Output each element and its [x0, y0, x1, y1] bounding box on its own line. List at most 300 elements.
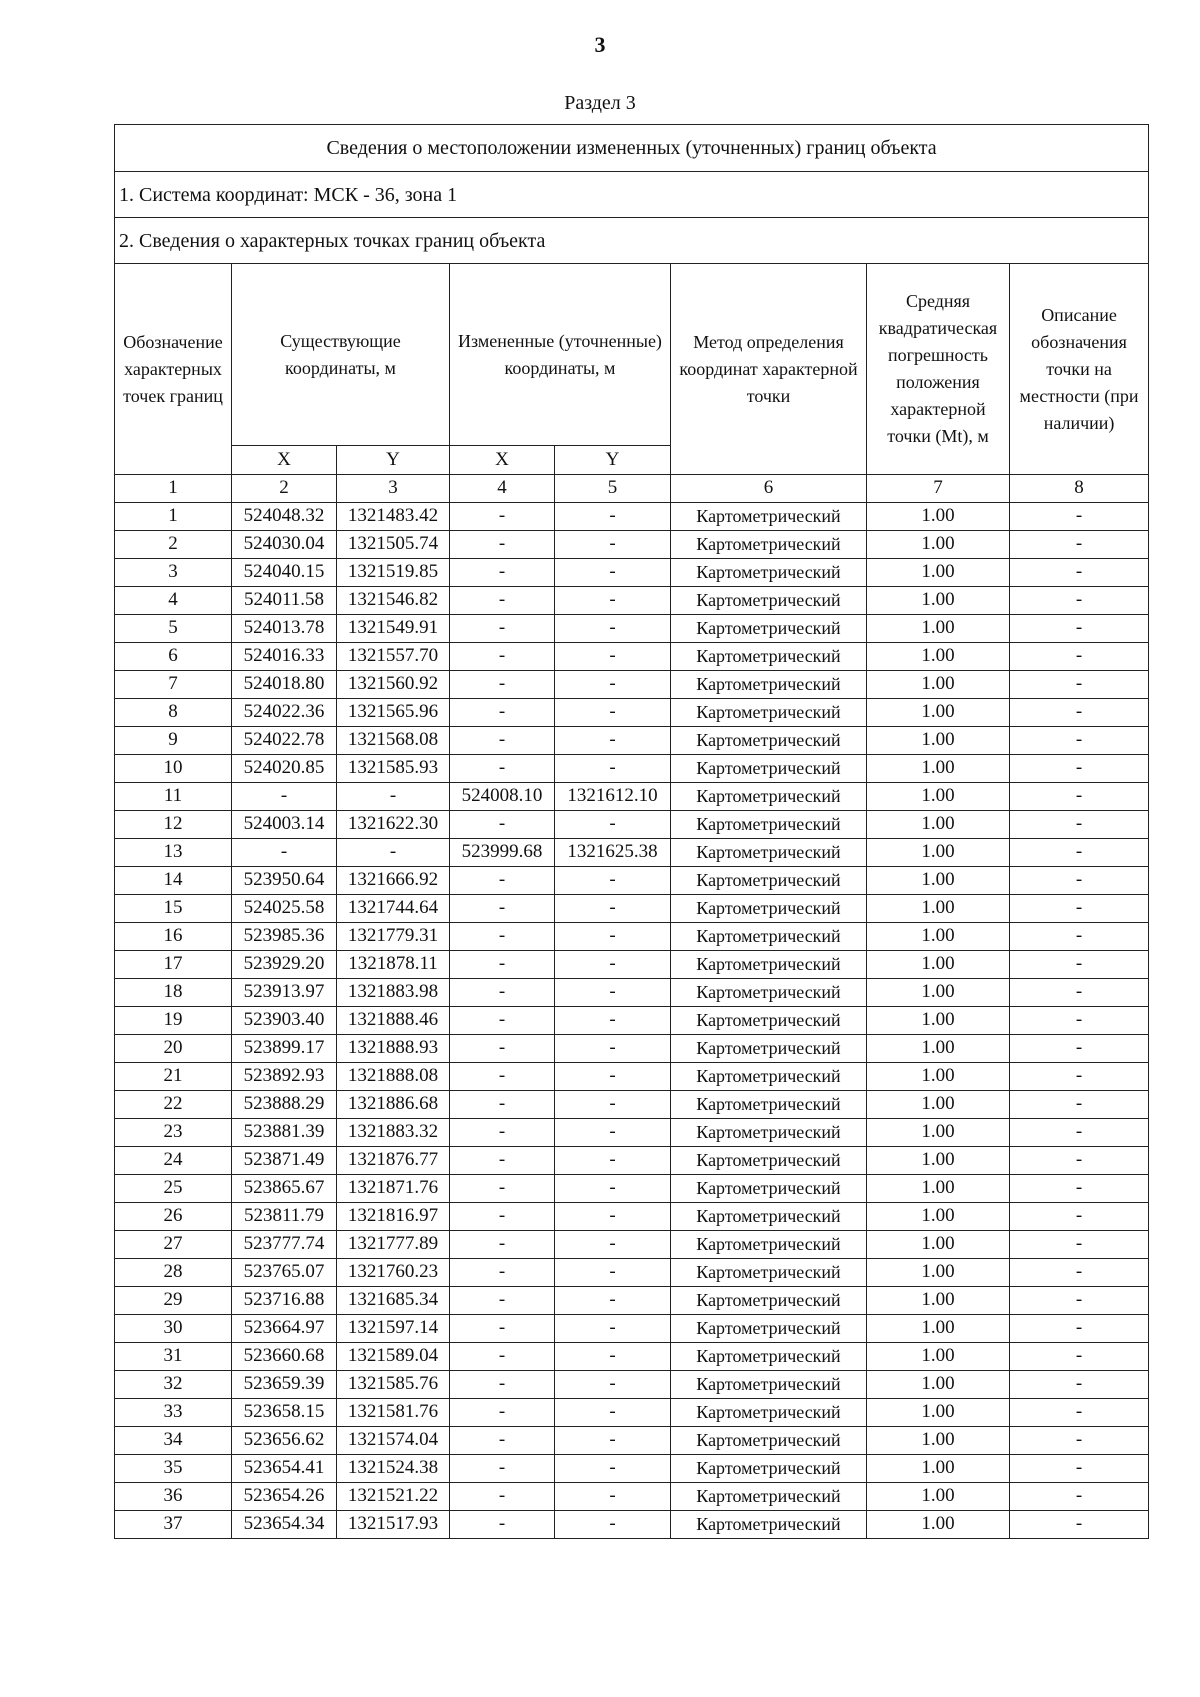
accuracy-cell: 1.00	[867, 923, 1010, 951]
method-cell: Картометрический	[671, 783, 867, 811]
description-cell: -	[1010, 1483, 1149, 1511]
existing-x-cell: 523716.88	[232, 1287, 337, 1315]
accuracy-cell: 1.00	[867, 1483, 1010, 1511]
table-row	[115, 531, 1149, 559]
existing-y-cell: 1321517.93	[337, 1511, 450, 1539]
existing-y-cell: 1321574.04	[337, 1427, 450, 1455]
table-row	[115, 1427, 1149, 1455]
method-cell: Картометрический	[671, 1035, 867, 1063]
existing-y-cell: 1321622.30	[337, 811, 450, 839]
method-cell: Картометрический	[671, 1343, 867, 1371]
existing-y-cell: 1321585.76	[337, 1371, 450, 1399]
existing-x-cell: 523950.64	[232, 867, 337, 895]
table-title: Сведения о местоположении измененных (уточненных) границ объекта	[115, 125, 1149, 172]
table-row	[115, 559, 1149, 587]
existing-y-cell: 1321878.11	[337, 951, 450, 979]
table-row	[115, 755, 1149, 783]
col-header-accuracy: Средняя квадратическая погрешность положения характерной точки (Mt), м	[867, 264, 1010, 475]
section-title: Раздел 3	[564, 92, 636, 114]
changed-x-cell: -	[450, 671, 555, 699]
changed-x-cell: -	[450, 811, 555, 839]
changed-y-cell: -	[555, 1483, 671, 1511]
changed-x-cell: -	[450, 895, 555, 923]
changed-y-cell: 1321625.38	[555, 839, 671, 867]
existing-y-cell: 1321685.34	[337, 1287, 450, 1315]
changed-y-cell: -	[555, 1231, 671, 1259]
changed-x-cell: -	[450, 1371, 555, 1399]
existing-x-cell: 524011.58	[232, 587, 337, 615]
method-cell: Картометрический	[671, 1399, 867, 1427]
method-cell: Картометрический	[671, 1119, 867, 1147]
accuracy-cell: 1.00	[867, 503, 1010, 531]
existing-y-cell: 1321744.64	[337, 895, 450, 923]
changed-y-cell: -	[555, 1203, 671, 1231]
existing-x-cell: 524013.78	[232, 615, 337, 643]
point-number-cell: 19	[115, 1007, 232, 1035]
existing-y-cell: 1321519.85	[337, 559, 450, 587]
accuracy-cell: 1.00	[867, 1175, 1010, 1203]
method-cell: Картометрический	[671, 979, 867, 1007]
boundary-points-table	[114, 124, 1149, 1539]
table-row	[115, 951, 1149, 979]
changed-y-cell: -	[555, 615, 671, 643]
existing-x-cell: 523656.62	[232, 1427, 337, 1455]
existing-y-cell: 1321760.23	[337, 1259, 450, 1287]
description-cell: -	[1010, 867, 1149, 895]
table-row	[115, 1315, 1149, 1343]
changed-x-cell: -	[450, 587, 555, 615]
method-cell: Картометрический	[671, 699, 867, 727]
accuracy-cell: 1.00	[867, 867, 1010, 895]
existing-x-cell: -	[232, 839, 337, 867]
table-row	[115, 1119, 1149, 1147]
point-number-cell: 8	[115, 699, 232, 727]
point-number-cell: 5	[115, 615, 232, 643]
method-cell: Картометрический	[671, 503, 867, 531]
existing-y-cell: 1321883.32	[337, 1119, 450, 1147]
coordinate-system: 1. Система координат: МСК - 36, зона 1	[115, 172, 1149, 218]
accuracy-cell: 1.00	[867, 1203, 1010, 1231]
description-cell: -	[1010, 1119, 1149, 1147]
accuracy-cell: 1.00	[867, 1315, 1010, 1343]
existing-y-cell: 1321585.93	[337, 755, 450, 783]
changed-x-cell: -	[450, 699, 555, 727]
accuracy-cell: 1.00	[867, 811, 1010, 839]
col-header-changed-x: X	[450, 446, 555, 475]
description-cell: -	[1010, 1511, 1149, 1539]
changed-x-cell: -	[450, 1091, 555, 1119]
description-cell: -	[1010, 727, 1149, 755]
existing-x-cell: 523664.97	[232, 1315, 337, 1343]
existing-x-cell: 524022.78	[232, 727, 337, 755]
description-cell: -	[1010, 587, 1149, 615]
changed-x-cell: -	[450, 503, 555, 531]
existing-x-cell: -	[232, 783, 337, 811]
description-cell: -	[1010, 1343, 1149, 1371]
table-row	[115, 587, 1149, 615]
accuracy-cell: 1.00	[867, 1063, 1010, 1091]
accuracy-cell: 1.00	[867, 1455, 1010, 1483]
point-number-cell: 18	[115, 979, 232, 1007]
description-cell: -	[1010, 1091, 1149, 1119]
points-section-header: 2. Сведения о характерных точках границ объекта	[115, 218, 1149, 264]
table-row	[115, 811, 1149, 839]
point-number-cell: 23	[115, 1119, 232, 1147]
changed-x-cell: -	[450, 1511, 555, 1539]
changed-x-cell: -	[450, 531, 555, 559]
description-cell: -	[1010, 699, 1149, 727]
method-cell: Картометрический	[671, 951, 867, 979]
description-cell: -	[1010, 671, 1149, 699]
method-cell: Картометрический	[671, 1147, 867, 1175]
description-cell: -	[1010, 951, 1149, 979]
description-cell: -	[1010, 755, 1149, 783]
point-number-cell: 35	[115, 1455, 232, 1483]
table-row	[115, 643, 1149, 671]
point-number-cell: 14	[115, 867, 232, 895]
changed-x-cell: -	[450, 727, 555, 755]
method-cell: Картометрический	[671, 895, 867, 923]
changed-y-cell: -	[555, 1035, 671, 1063]
method-cell: Картометрический	[671, 587, 867, 615]
description-cell: -	[1010, 1371, 1149, 1399]
existing-y-cell: 1321546.82	[337, 587, 450, 615]
changed-y-cell: -	[555, 503, 671, 531]
method-cell: Картометрический	[671, 1427, 867, 1455]
point-number-cell: 26	[115, 1203, 232, 1231]
table-row	[115, 1007, 1149, 1035]
existing-y-cell: 1321888.46	[337, 1007, 450, 1035]
changed-y-cell: -	[555, 923, 671, 951]
method-cell: Картометрический	[671, 1203, 867, 1231]
existing-y-cell: 1321883.98	[337, 979, 450, 1007]
column-number: 5	[555, 475, 671, 503]
method-cell: Картометрический	[671, 1091, 867, 1119]
page-number: 3	[594, 32, 606, 57]
existing-y-cell: 1321581.76	[337, 1399, 450, 1427]
point-number-cell: 10	[115, 755, 232, 783]
col-header-existing: Существующие координаты, м	[232, 264, 450, 446]
method-cell: Картометрический	[671, 1259, 867, 1287]
existing-y-cell: -	[337, 839, 450, 867]
point-number-cell: 3	[115, 559, 232, 587]
table-row	[115, 727, 1149, 755]
accuracy-cell: 1.00	[867, 1119, 1010, 1147]
changed-y-cell: -	[555, 951, 671, 979]
point-number-cell: 11	[115, 783, 232, 811]
changed-x-cell: -	[450, 867, 555, 895]
table-row	[115, 615, 1149, 643]
changed-x-cell: -	[450, 1119, 555, 1147]
point-number-cell: 24	[115, 1147, 232, 1175]
point-number-cell: 20	[115, 1035, 232, 1063]
table-row	[115, 783, 1149, 811]
method-cell: Картометрический	[671, 1483, 867, 1511]
accuracy-cell: 1.00	[867, 1035, 1010, 1063]
point-number-cell: 28	[115, 1259, 232, 1287]
changed-x-cell: -	[450, 951, 555, 979]
table-row	[115, 1231, 1149, 1259]
method-cell: Картометрический	[671, 531, 867, 559]
changed-y-cell: -	[555, 979, 671, 1007]
description-cell: -	[1010, 1147, 1149, 1175]
changed-y-cell: -	[555, 1455, 671, 1483]
existing-x-cell: 523899.17	[232, 1035, 337, 1063]
table-row	[115, 1343, 1149, 1371]
point-number-cell: 27	[115, 1231, 232, 1259]
existing-x-cell: 523660.68	[232, 1343, 337, 1371]
changed-x-cell: -	[450, 1455, 555, 1483]
method-cell: Картометрический	[671, 1315, 867, 1343]
column-number: 7	[867, 475, 1010, 503]
description-cell: -	[1010, 811, 1149, 839]
accuracy-cell: 1.00	[867, 1399, 1010, 1427]
method-cell: Картометрический	[671, 671, 867, 699]
table-row	[115, 1371, 1149, 1399]
description-cell: -	[1010, 531, 1149, 559]
description-cell: -	[1010, 1203, 1149, 1231]
column-number: 2	[232, 475, 337, 503]
accuracy-cell: 1.00	[867, 1091, 1010, 1119]
changed-y-cell: -	[555, 755, 671, 783]
changed-x-cell: -	[450, 1483, 555, 1511]
col-header-changed-y: Y	[555, 446, 671, 475]
accuracy-cell: 1.00	[867, 1259, 1010, 1287]
changed-x-cell: 524008.10	[450, 783, 555, 811]
method-cell: Картометрический	[671, 1175, 867, 1203]
method-cell: Картометрический	[671, 1287, 867, 1315]
table-row	[115, 503, 1149, 531]
description-cell: -	[1010, 1063, 1149, 1091]
accuracy-cell: 1.00	[867, 1147, 1010, 1175]
changed-y-cell: -	[555, 727, 671, 755]
changed-x-cell: -	[450, 1147, 555, 1175]
description-cell: -	[1010, 1287, 1149, 1315]
point-number-cell: 30	[115, 1315, 232, 1343]
existing-x-cell: 523659.39	[232, 1371, 337, 1399]
existing-y-cell: 1321777.89	[337, 1231, 450, 1259]
table-row	[115, 1063, 1149, 1091]
point-number-cell: 32	[115, 1371, 232, 1399]
column-numbers-row	[115, 475, 1149, 503]
point-number-cell: 34	[115, 1427, 232, 1455]
changed-x-cell: -	[450, 1231, 555, 1259]
existing-x-cell: 523892.93	[232, 1063, 337, 1091]
existing-y-cell: 1321888.93	[337, 1035, 450, 1063]
existing-y-cell: 1321876.77	[337, 1147, 450, 1175]
col-header-method: Метод определения координат характерной точки	[671, 264, 867, 475]
table-row	[115, 867, 1149, 895]
table-row	[115, 1175, 1149, 1203]
existing-x-cell: 523811.79	[232, 1203, 337, 1231]
changed-x-cell: -	[450, 559, 555, 587]
changed-x-cell: -	[450, 755, 555, 783]
existing-y-cell: 1321521.22	[337, 1483, 450, 1511]
point-number-cell: 17	[115, 951, 232, 979]
column-number: 4	[450, 475, 555, 503]
existing-y-cell: 1321597.14	[337, 1315, 450, 1343]
existing-x-cell: 523913.97	[232, 979, 337, 1007]
changed-y-cell: -	[555, 895, 671, 923]
existing-y-cell: 1321565.96	[337, 699, 450, 727]
existing-y-cell: 1321888.08	[337, 1063, 450, 1091]
changed-y-cell: -	[555, 811, 671, 839]
existing-x-cell: 524025.58	[232, 895, 337, 923]
table-row	[115, 839, 1149, 867]
description-cell: -	[1010, 1035, 1149, 1063]
existing-y-cell: 1321871.76	[337, 1175, 450, 1203]
changed-y-cell: -	[555, 1091, 671, 1119]
description-cell: -	[1010, 1259, 1149, 1287]
description-cell: -	[1010, 1231, 1149, 1259]
existing-y-cell: 1321589.04	[337, 1343, 450, 1371]
existing-x-cell: 524030.04	[232, 531, 337, 559]
existing-x-cell: 524048.32	[232, 503, 337, 531]
point-number-cell: 29	[115, 1287, 232, 1315]
changed-x-cell: -	[450, 1007, 555, 1035]
description-cell: -	[1010, 559, 1149, 587]
existing-x-cell: 524003.14	[232, 811, 337, 839]
column-number: 1	[115, 475, 232, 503]
table-row	[115, 1259, 1149, 1287]
point-number-cell: 7	[115, 671, 232, 699]
existing-x-cell: 524018.80	[232, 671, 337, 699]
column-number: 3	[337, 475, 450, 503]
col-header-existing-y: Y	[337, 446, 450, 475]
table-row	[115, 671, 1149, 699]
accuracy-cell: 1.00	[867, 979, 1010, 1007]
existing-x-cell: 523903.40	[232, 1007, 337, 1035]
method-cell: Картометрический	[671, 643, 867, 671]
method-cell: Картометрический	[671, 1511, 867, 1539]
changed-y-cell: -	[555, 1007, 671, 1035]
accuracy-cell: 1.00	[867, 1371, 1010, 1399]
existing-y-cell: 1321560.92	[337, 671, 450, 699]
description-cell: -	[1010, 923, 1149, 951]
changed-y-cell: -	[555, 1399, 671, 1427]
point-number-cell: 2	[115, 531, 232, 559]
point-number-cell: 33	[115, 1399, 232, 1427]
method-cell: Картометрический	[671, 1063, 867, 1091]
accuracy-cell: 1.00	[867, 895, 1010, 923]
method-cell: Картометрический	[671, 811, 867, 839]
accuracy-cell: 1.00	[867, 951, 1010, 979]
existing-x-cell: 523871.49	[232, 1147, 337, 1175]
changed-y-cell: -	[555, 1119, 671, 1147]
accuracy-cell: 1.00	[867, 1007, 1010, 1035]
changed-y-cell: -	[555, 643, 671, 671]
description-cell: -	[1010, 1315, 1149, 1343]
col-header-changed: Измененные (уточненные) координаты, м	[450, 264, 671, 446]
existing-y-cell: 1321779.31	[337, 923, 450, 951]
existing-x-cell: 523777.74	[232, 1231, 337, 1259]
table-row	[115, 895, 1149, 923]
existing-x-cell: 523654.26	[232, 1483, 337, 1511]
table-row	[115, 1203, 1149, 1231]
changed-x-cell: -	[450, 1259, 555, 1287]
description-cell: -	[1010, 1427, 1149, 1455]
changed-x-cell: -	[450, 1427, 555, 1455]
accuracy-cell: 1.00	[867, 1343, 1010, 1371]
changed-y-cell: -	[555, 1259, 671, 1287]
accuracy-cell: 1.00	[867, 531, 1010, 559]
table-row	[115, 1399, 1149, 1427]
existing-x-cell: 523985.36	[232, 923, 337, 951]
point-number-cell: 15	[115, 895, 232, 923]
description-cell: -	[1010, 783, 1149, 811]
changed-y-cell: -	[555, 1371, 671, 1399]
method-cell: Картометрический	[671, 867, 867, 895]
existing-x-cell: 523658.15	[232, 1399, 337, 1427]
col-header-description: Описание обозначения точки на местности (при наличии)	[1010, 264, 1149, 475]
changed-x-cell: -	[450, 1399, 555, 1427]
changed-y-cell: -	[555, 1427, 671, 1455]
table-row	[115, 1091, 1149, 1119]
changed-x-cell: -	[450, 1035, 555, 1063]
table-row	[115, 1147, 1149, 1175]
point-number-cell: 4	[115, 587, 232, 615]
description-cell: -	[1010, 1175, 1149, 1203]
description-cell: -	[1010, 503, 1149, 531]
existing-x-cell: 523881.39	[232, 1119, 337, 1147]
accuracy-cell: 1.00	[867, 1427, 1010, 1455]
point-number-cell: 36	[115, 1483, 232, 1511]
changed-y-cell: -	[555, 1343, 671, 1371]
changed-x-cell: -	[450, 1063, 555, 1091]
existing-x-cell: 523765.07	[232, 1259, 337, 1287]
changed-x-cell: 523999.68	[450, 839, 555, 867]
changed-y-cell: -	[555, 559, 671, 587]
changed-x-cell: -	[450, 979, 555, 1007]
changed-x-cell: -	[450, 1203, 555, 1231]
method-cell: Картометрический	[671, 1455, 867, 1483]
accuracy-cell: 1.00	[867, 1287, 1010, 1315]
existing-y-cell: 1321524.38	[337, 1455, 450, 1483]
column-number: 6	[671, 475, 867, 503]
existing-y-cell: 1321816.97	[337, 1203, 450, 1231]
point-number-cell: 1	[115, 503, 232, 531]
table-row	[115, 923, 1149, 951]
existing-x-cell: 524016.33	[232, 643, 337, 671]
point-number-cell: 13	[115, 839, 232, 867]
accuracy-cell: 1.00	[867, 643, 1010, 671]
point-number-cell: 21	[115, 1063, 232, 1091]
method-cell: Картометрический	[671, 559, 867, 587]
changed-y-cell: -	[555, 531, 671, 559]
existing-y-cell: 1321505.74	[337, 531, 450, 559]
changed-y-cell: -	[555, 1063, 671, 1091]
changed-y-cell: -	[555, 671, 671, 699]
accuracy-cell: 1.00	[867, 699, 1010, 727]
changed-x-cell: -	[450, 1287, 555, 1315]
existing-x-cell: 524040.15	[232, 559, 337, 587]
point-number-cell: 16	[115, 923, 232, 951]
changed-y-cell: -	[555, 699, 671, 727]
accuracy-cell: 1.00	[867, 727, 1010, 755]
existing-x-cell: 523929.20	[232, 951, 337, 979]
method-cell: Картометрический	[671, 1231, 867, 1259]
changed-y-cell: -	[555, 1175, 671, 1203]
description-cell: -	[1010, 1455, 1149, 1483]
changed-y-cell: -	[555, 587, 671, 615]
changed-x-cell: -	[450, 1343, 555, 1371]
description-cell: -	[1010, 643, 1149, 671]
accuracy-cell: 1.00	[867, 559, 1010, 587]
accuracy-cell: 1.00	[867, 615, 1010, 643]
existing-y-cell: 1321549.91	[337, 615, 450, 643]
point-number-cell: 22	[115, 1091, 232, 1119]
accuracy-cell: 1.00	[867, 755, 1010, 783]
